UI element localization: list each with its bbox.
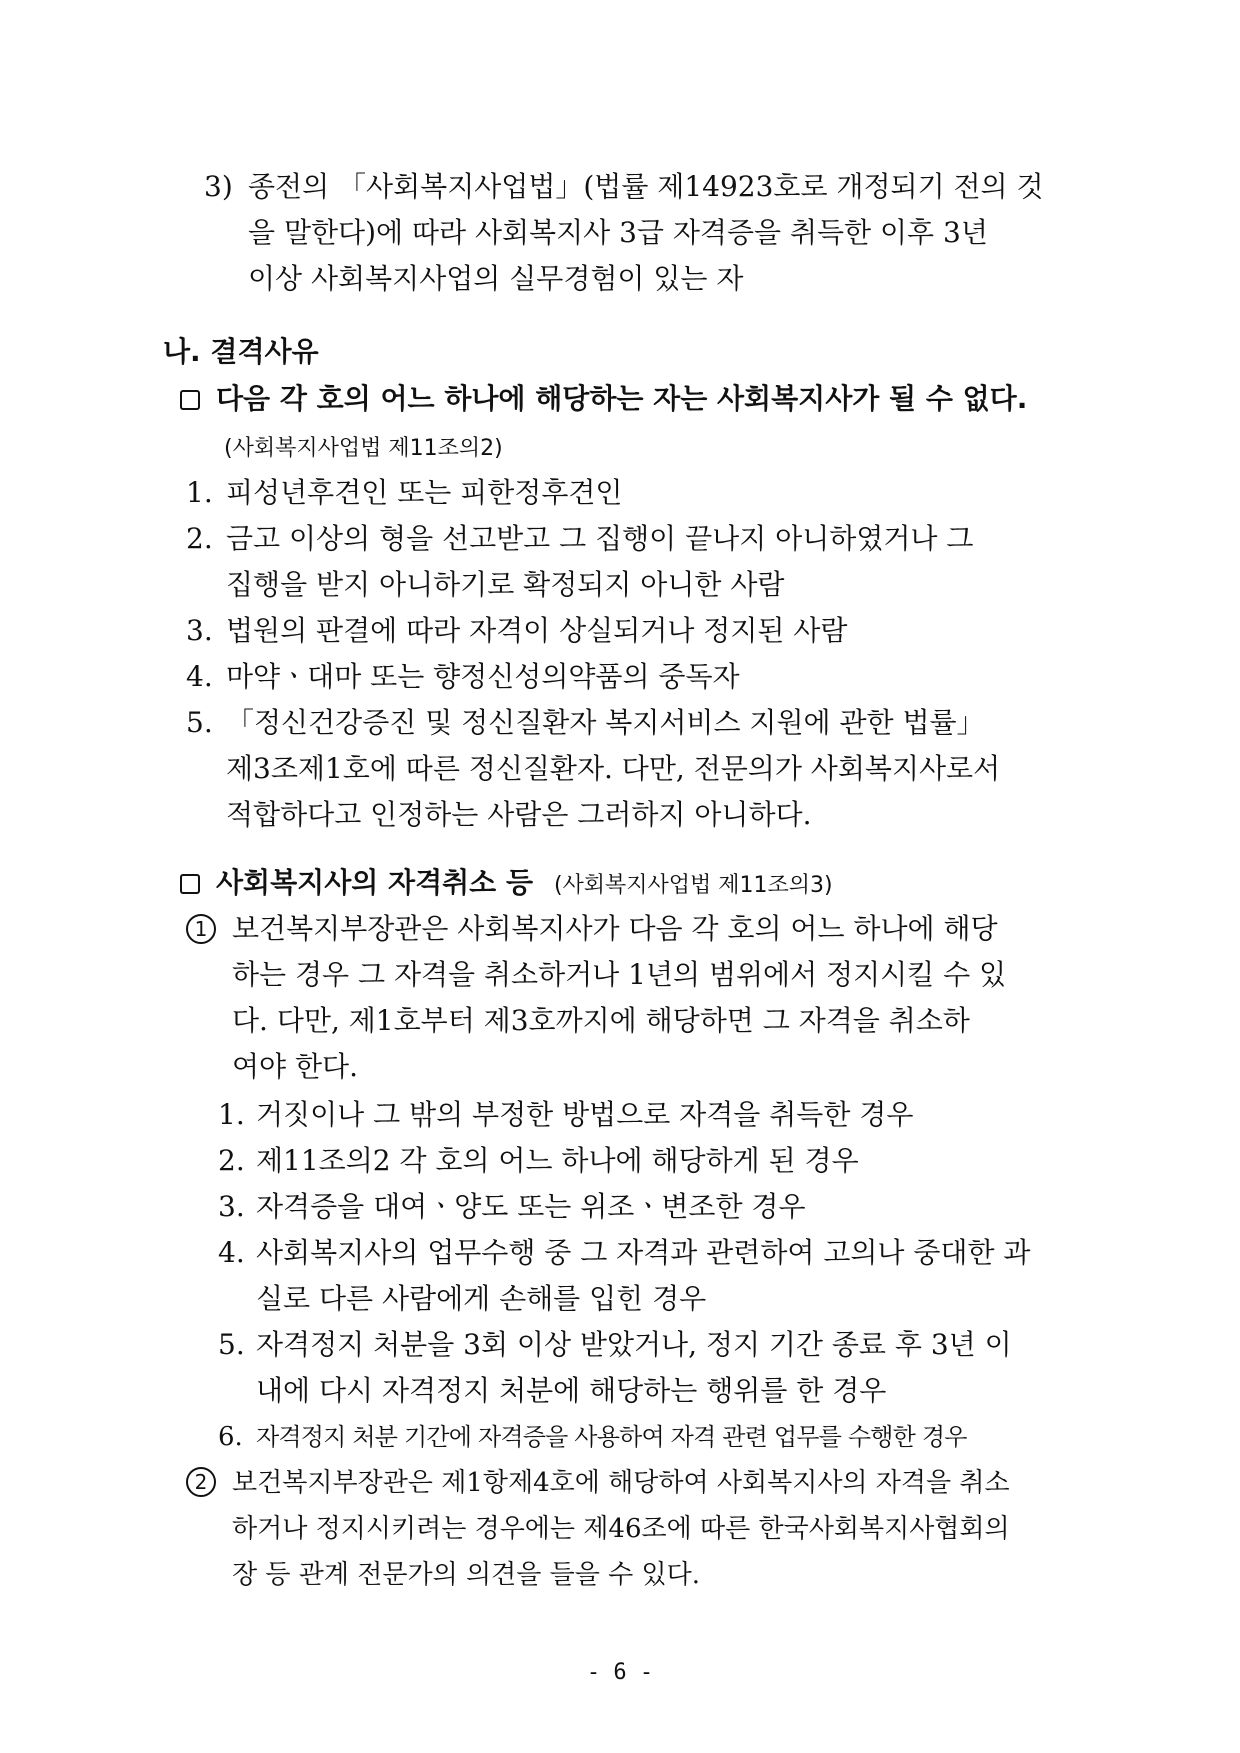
para2 <box>186 1466 1010 1500</box>
circled-number-icon: 2 <box>186 1467 216 1497</box>
item-3-line-2: 을 말한다)에 따라 사회복지사 3급 자격증을 취득한 이후 3년 <box>248 216 988 249</box>
checkbox-square-icon <box>180 874 200 894</box>
para2-line-3: 장 등 관계 전문가의 의견을 들을 수 있다. <box>232 1560 700 1590</box>
item-3-line-3: 이상 사회복지사업의 실무경험이 있는 자 <box>248 262 744 295</box>
para1-line-1: 보건복지부장관은 사회복지사가 다음 각 호의 어느 하나에 해당 <box>232 912 998 945</box>
block2-heading-text: 사회복지사의 자격취소 등 <box>216 866 534 899</box>
block1-item-5-line-3: 적합하다고 인정하는 사람은 그러하지 아니하다. <box>226 798 812 831</box>
block2-heading <box>180 866 833 903</box>
block2-item-5-line-2: 내에 다시 자격정지 처분에 해당하는 행위를 한 경우 <box>256 1374 887 1407</box>
block1-item-5-line-2: 제3조제1호에 따른 정신질환자. 다만, 전문의가 사회복지사로서 <box>226 752 1001 785</box>
block2-item-2-number: 2. <box>218 1144 245 1177</box>
para1-line-2: 하는 경우 그 자격을 취소하거나 1년의 범위에서 정지시킬 수 있 <box>232 958 1007 991</box>
item-3-number: 3) <box>204 170 233 203</box>
para2-line-2: 하거나 정지시키려는 경우에는 제46조에 따른 한국사회복지사협회의 <box>232 1514 1010 1544</box>
block2-item-1-line-1: 거짓이나 그 밖의 부정한 방법으로 자격을 취득한 경우 <box>256 1098 914 1131</box>
section-title: 나. 결격사유 <box>163 335 319 368</box>
block1-item-1-number: 1. <box>186 476 213 509</box>
item-3-line-1: 종전의 「사회복지사업법」(법률 제14923호로 개정되기 전의 것 <box>248 170 1044 203</box>
block1-heading-text: 다음 각 호의 어느 하나에 해당하는 자는 사회복지사가 될 수 없다. <box>216 382 1028 415</box>
para2-line-1: 보건복지부장관은 제1항제4호에 해당하여 사회복지사의 자격을 취소 <box>232 1468 1010 1498</box>
block2-item-4-line-2: 실로 다른 사람에게 손해를 입힌 경우 <box>256 1282 707 1315</box>
block2-item-2-line-1: 제11조의2 각 호의 어느 하나에 해당하게 된 경우 <box>256 1144 859 1177</box>
block2-item-6-line-1: 자격정지 처분 기간에 자격증을 사용하여 자격 관련 업무를 수행한 경우 <box>256 1423 967 1451</box>
block1-item-2-number: 2. <box>186 522 213 555</box>
para1-line-3: 다. 다만, 제1호부터 제3호까지에 해당하면 그 자격을 취소하 <box>232 1004 970 1037</box>
block1-item-4-number: 4. <box>186 660 213 693</box>
circled-number-icon: 1 <box>186 914 216 944</box>
block1-item-2-line-2: 집행을 받지 아니하기로 확정되지 아니한 사람 <box>226 568 785 601</box>
para1 <box>186 912 998 946</box>
para1-line-4: 여야 한다. <box>232 1050 358 1083</box>
block2-item-5-line-1: 자격정지 처분을 3회 이상 받았거나, 정지 기간 종료 후 3년 이 <box>256 1328 1012 1361</box>
checkbox-square-icon <box>180 390 200 410</box>
block2-item-5-number: 5. <box>218 1328 245 1361</box>
block2-item-6-number: 6. <box>218 1422 243 1452</box>
block1-citation: (사회복지사업법 제11조의2) <box>224 436 503 461</box>
page-number: - 6 - <box>586 1660 654 1685</box>
block2-item-4-number: 4. <box>218 1236 245 1269</box>
block1-item-1-line-1: 피성년후견인 또는 피한정후견인 <box>226 476 623 509</box>
block2-citation: (사회복지사업법 제11조의3) <box>553 873 833 898</box>
block1-item-2-line-1: 금고 이상의 형을 선고받고 그 집행이 끝나지 아니하였거나 그 <box>226 522 974 555</box>
block1-item-5-number: 5. <box>186 706 213 739</box>
block1-item-4-line-1: 마약ㆍ대마 또는 향정신성의약품의 중독자 <box>226 660 740 693</box>
block1-heading <box>180 382 1027 416</box>
block1-item-3-line-1: 법원의 판결에 따라 자격이 상실되거나 정지된 사람 <box>226 614 848 647</box>
block2-item-4-line-1: 사회복지사의 업무수행 중 그 자격과 관련하여 고의나 중대한 과 <box>256 1236 1031 1269</box>
block1-item-5-line-1: 「정신건강증진 및 정신질환자 복지서비스 지원에 관한 법률」 <box>226 706 985 739</box>
block1-item-3-number: 3. <box>186 614 213 647</box>
block2-item-3-number: 3. <box>218 1190 245 1223</box>
block2-item-1-number: 1. <box>218 1098 245 1131</box>
block2-item-3-line-1: 자격증을 대여ㆍ양도 또는 위조ㆍ변조한 경우 <box>256 1190 806 1223</box>
